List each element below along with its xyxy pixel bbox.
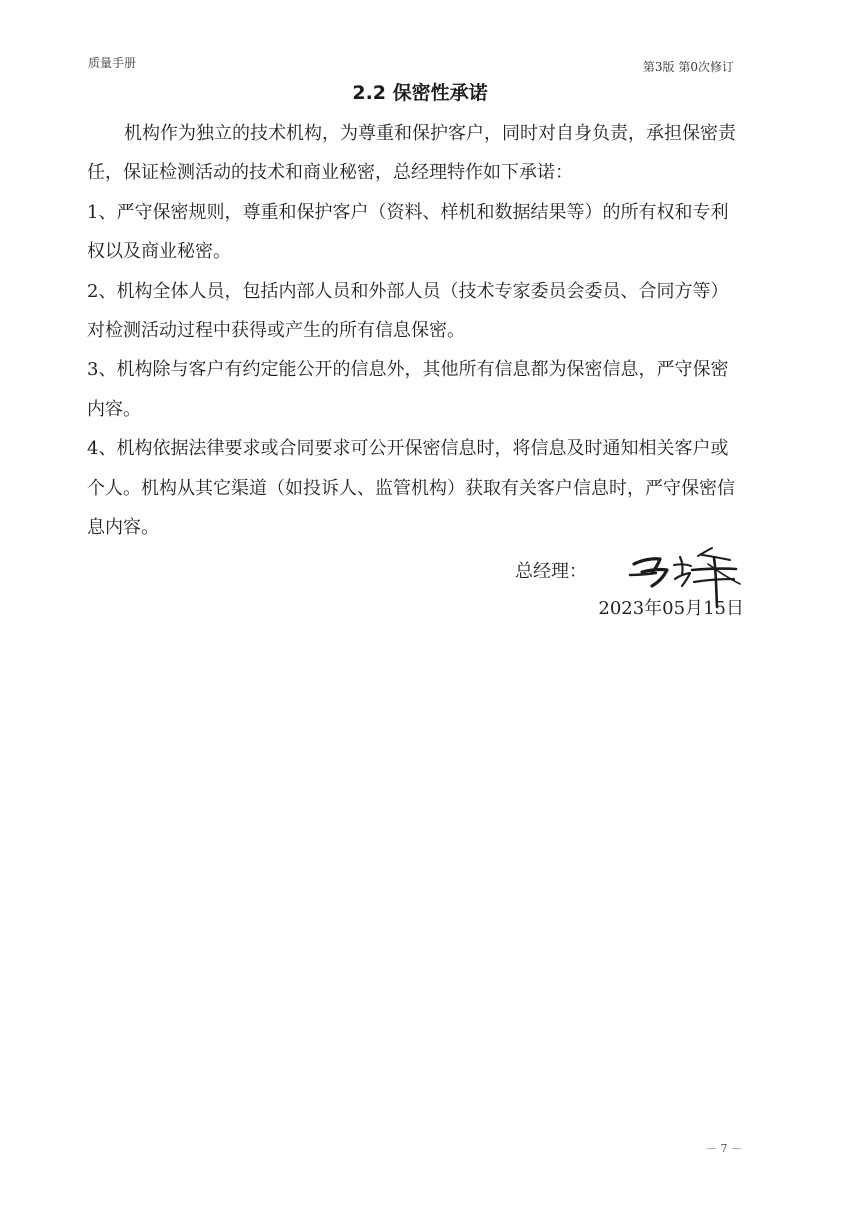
body-text — [87, 114, 745, 547]
signoff-row — [515, 545, 587, 595]
intro-paragraph: 机构作为独立的技术机构，为尊重和保护客户，同时对自身负责，承担保密责任，保证检测活动的技术和商业秘密，总经理特作如下承诺： — [87, 123, 736, 184]
section-title: 2.2 保密性承诺 — [352, 82, 488, 104]
page-number: － 7 － — [706, 1142, 742, 1155]
commitment-item-2: 2、机构全体人员，包括内部人员和外部人员（技术专家委员会委员、合同方等）对检测活动过程中获得或产生的所有信息保密。 — [87, 280, 729, 342]
header-right: 第3版 第0次修订 — [642, 60, 734, 74]
commitment-item-3: 3、机构除与客户有约定能公开的信息外，其他所有信息都为保密信息，严守保密内容。 — [87, 359, 729, 420]
commitment-item-4: 4、机构依据法律要求或合同要求可公开保密信息时，将信息及时通知相关客户或个人。机构从其它渠道（如投诉人、监管机构）获取有关客户信息时，严守保密信息内容。 — [87, 438, 735, 539]
header-left: 质量手册 — [88, 56, 137, 70]
signoff-date: 2023年05月15日 — [598, 598, 744, 619]
signoff-label: 总经理： — [515, 561, 587, 582]
commitment-item-1: 1、严守保密规则，尊重和保护客户（资料、样机和数据结果等）的所有权和专利权以及商业秘密。 — [87, 201, 729, 263]
